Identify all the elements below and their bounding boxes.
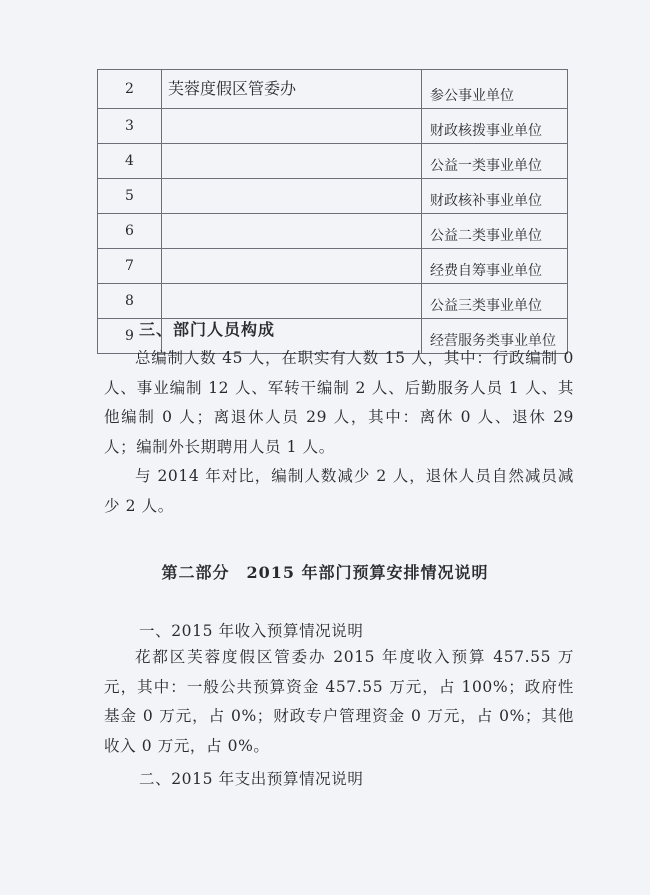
- unit-name: 芙蓉度假区管委办: [162, 70, 422, 109]
- unit-name: [162, 179, 422, 214]
- table-row: [98, 144, 568, 179]
- unit-category: 公益二类事业单位: [422, 214, 568, 249]
- part-two-title: 第二部分 2015 年部门预算安排情况说明: [161, 563, 489, 582]
- row-number: 7: [98, 249, 162, 284]
- row-number: 3: [98, 109, 162, 144]
- row-number: 4: [98, 144, 162, 179]
- table-row: [98, 109, 568, 144]
- expense-heading: 二、2015 年支出预算情况说明: [139, 770, 364, 788]
- section-heading-staff: 三、部门人员构成: [139, 320, 276, 339]
- unit-category: 参公事业单位: [422, 70, 568, 109]
- table-row: [98, 70, 568, 109]
- unit-category: 经费自筹事业单位: [422, 249, 568, 284]
- unit-name: [162, 249, 422, 284]
- row-number: 8: [98, 284, 162, 319]
- table-row: [98, 214, 568, 249]
- unit-category: 公益一类事业单位: [422, 144, 568, 179]
- staff-comparison-paragraph: 与 2014 年对比，编制人数减少 2 人，退休人员自然减员减少 2 人。: [104, 467, 574, 515]
- table-row: [98, 179, 568, 214]
- row-number: 2: [98, 70, 162, 109]
- unit-category: 财政核拨事业单位: [422, 109, 568, 144]
- unit-type-table: [97, 69, 568, 354]
- unit-name: [162, 144, 422, 179]
- income-paragraph: 花都区芙蓉度假区管委办 2015 年度收入预算 457.55 万元，其中：一般公共预算资金 457.55 万元，占 100%；政府性基金 0 万元，占 0%；财政专户管理资金 0 万元，占 0%；其他收入 0 万元，占 0%。: [104, 648, 574, 755]
- staff-paragraph: 总编制人数 45 人，在职实有人数 15 人，其中：行政编制 0 人、事业编制 12 人、军转干编制 2 人、后勤服务人员 1 人、其他编制 0 人；离退休人员 29 人，其中：离休 0 人、退休 29 人；编制外长期聘用人员 1 人。: [104, 349, 574, 456]
- table-row: [98, 249, 568, 284]
- row-number: 6: [98, 214, 162, 249]
- unit-category: 经营服务类事业单位: [422, 319, 568, 354]
- table-row: [98, 284, 568, 319]
- unit-category: 财政核补事业单位: [422, 179, 568, 214]
- row-number: 5: [98, 179, 162, 214]
- unit-name: [162, 109, 422, 144]
- income-heading: 一、2015 年收入预算情况说明: [139, 622, 364, 640]
- unit-name: [162, 284, 422, 319]
- unit-name: [162, 214, 422, 249]
- row-number: 9: [98, 319, 162, 354]
- unit-category: 公益三类事业单位: [422, 284, 568, 319]
